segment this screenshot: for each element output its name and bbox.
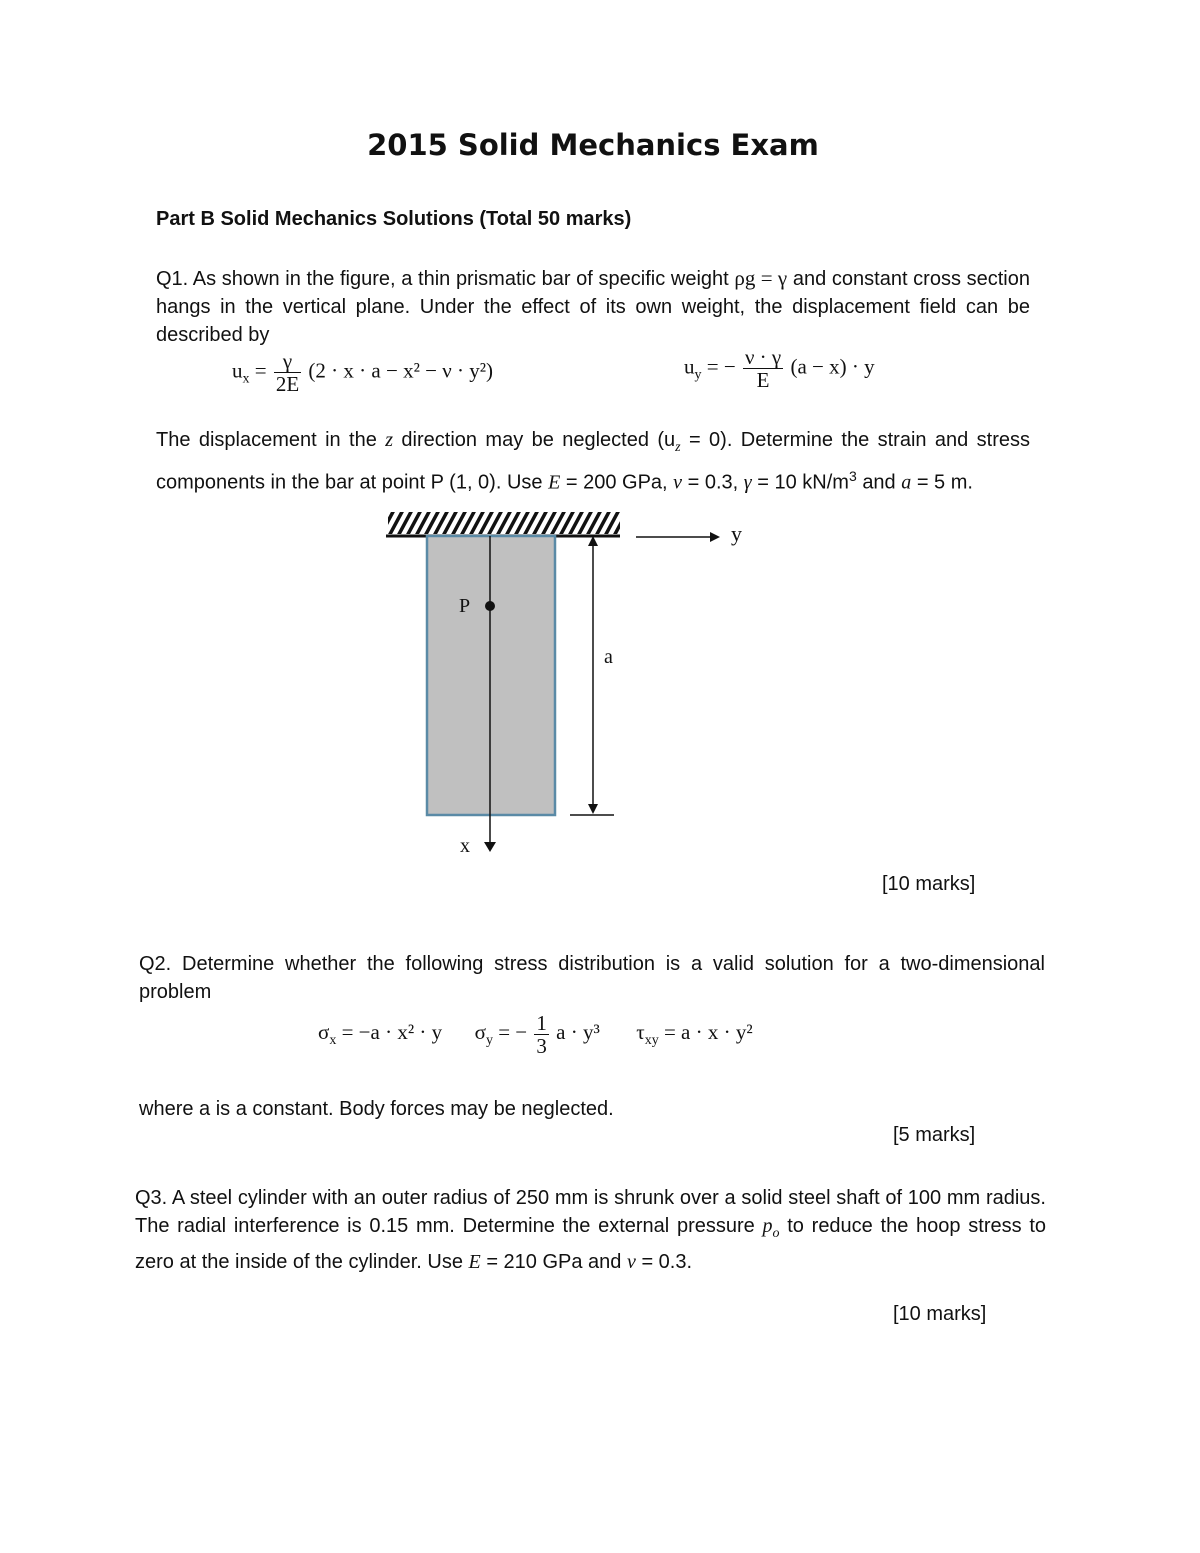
sigma-y-rest: a · y³	[556, 1020, 600, 1045]
q1-cube-sup: 3	[848, 468, 857, 484]
q1-marks: [10 marks]	[882, 873, 976, 895]
tau-xy-expr	[636, 1020, 753, 1049]
q3-marks: [10 marks]	[893, 1303, 987, 1325]
length-a-label: a	[604, 646, 613, 668]
uy-lhs: u	[684, 354, 695, 379]
uy-eq: = −	[706, 354, 736, 379]
q1-E-symbol: E	[548, 471, 561, 494]
q1-text2-e: = 0.3,	[687, 471, 739, 494]
sigma-y-lhs: σ	[474, 1020, 486, 1045]
y-axis-label: y	[731, 521, 742, 546]
q3-statement	[135, 1184, 1046, 1276]
prismatic-bar	[427, 536, 555, 815]
q3-p-sub: o	[772, 1226, 780, 1241]
q2-stress-equations	[318, 1012, 878, 1057]
sigma-y-eq: = −	[498, 1020, 528, 1045]
ux-sub: x	[242, 371, 250, 387]
q1-text2-c: = 0). Determine the strain and stress components in the bar at point P (1, 0). Use	[156, 429, 1030, 494]
q3-text-d: = 0.3.	[641, 1251, 693, 1273]
q1-text2-h: = 5 m.	[916, 471, 973, 494]
page-title: 2015 Solid Mechanics Exam	[367, 128, 819, 162]
uy-sub: y	[694, 367, 702, 383]
tau-xy-rhs: = a · x · y²	[663, 1020, 753, 1045]
point-p-label: P	[459, 595, 471, 617]
q3-nu-symbol: ν	[626, 1251, 636, 1273]
sigma-y-expr	[474, 1011, 605, 1058]
sigma-x-rhs: = −a · x² · y	[341, 1020, 443, 1045]
q1-text2-d: = 200 GPa,	[565, 471, 668, 494]
ux-lhs: u	[232, 358, 243, 383]
q1-uz-sub: z	[675, 440, 681, 455]
x-axis-arrowhead	[484, 842, 496, 852]
q1-a-symbol: a	[901, 471, 912, 494]
q2-statement: Q2. Determine whether the following stress distribution is a valid solution for a two-dimensional problem	[139, 953, 1045, 1003]
q1-text-part2: and constant cross section hangs in the vertical plane. Under the effect of its own weight, the displacement field can be described by	[156, 268, 1030, 346]
q3-text-c: = 210 GPa and	[486, 1251, 622, 1273]
uy-numerator: ν · γ	[744, 345, 782, 369]
ux-eq: =	[254, 358, 267, 383]
q1-z-symbol: z	[385, 429, 394, 451]
q1-gamma-symbol: γ	[743, 471, 752, 494]
q1-text2-f: = 10 kN/m	[757, 471, 849, 494]
fixed-support-hatching	[380, 510, 646, 536]
tau-xy-lhs: τ	[636, 1020, 645, 1045]
sigma-x-sub: x	[329, 1033, 337, 1049]
sigma-y-sub: y	[485, 1033, 493, 1049]
ux-paren: (2 · x · a − x² − ν · y²)	[308, 358, 493, 383]
q2-marks: [5 marks]	[893, 1124, 976, 1146]
q3-text-a: Q3. A steel cylinder with an outer radius of 250 mm is shrunk over a solid steel shaft of 100 mm radius. The radial interference is 0.15 mm. Determine the external pressure	[135, 1187, 1046, 1237]
sigma-x-lhs: σ	[318, 1020, 330, 1045]
part-heading: Part B Solid Mechanics Solutions (Total 50 marks)	[156, 208, 632, 230]
dimension-arrow-bottom	[588, 804, 598, 814]
uy-denominator: E	[756, 368, 770, 392]
point-p-marker	[485, 601, 495, 611]
q1-text-part1: Q1. As shown in the figure, a thin prismatic bar of specific weight	[156, 268, 729, 290]
q3-text-b: to reduce the hoop stress to zero at the inside of the cylinder. Use	[135, 1215, 1047, 1273]
q1-nu-symbol: ν	[673, 471, 683, 494]
hatch-stroke	[632, 510, 646, 536]
sigma-y-denominator: 3	[536, 1034, 547, 1058]
sigma-y-fraction	[534, 1012, 549, 1057]
q2-note: where a is a constant. Body forces may be neglected.	[139, 1098, 614, 1120]
q1-text2-a: The displacement in the	[156, 429, 377, 451]
x-axis-label: x	[460, 835, 470, 857]
sigma-y-numerator: 1	[536, 1011, 547, 1035]
q3-p-symbol: p	[762, 1215, 773, 1237]
uy-rest: (a − x) · y	[790, 354, 875, 379]
tau-xy-sub: xy	[644, 1033, 659, 1049]
hatch-stroke	[623, 510, 637, 536]
sigma-x-expr	[318, 1020, 447, 1049]
q1-text2-g: and	[862, 471, 896, 494]
q3-E-symbol: E	[468, 1251, 481, 1273]
y-axis-arrowhead	[710, 532, 720, 542]
q1-text2-b: direction may be neglected (u	[401, 429, 676, 451]
ux-denominator: 2E	[275, 372, 300, 396]
q1-weight-expr: ρg = γ	[734, 266, 788, 290]
ux-numerator: γ	[274, 350, 301, 373]
